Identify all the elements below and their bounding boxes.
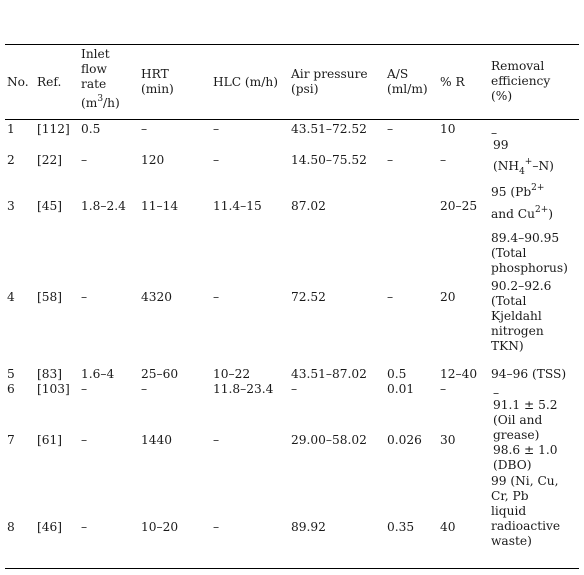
cell-r: 10 — [440, 122, 456, 136]
cell-hlc: – — [213, 433, 220, 447]
cell-ref: [103] — [37, 382, 70, 396]
header-hrt: HRT (min) — [141, 67, 174, 96]
cell-hlc: – — [213, 290, 220, 304]
cell-as: 0.35 — [387, 520, 415, 534]
top-rule — [5, 44, 579, 45]
cell-hrt: 11–14 — [141, 199, 179, 213]
cell-r: 12–40 — [440, 367, 478, 381]
cell-hrt: – — [141, 382, 148, 396]
cell-no: 1 — [7, 122, 15, 136]
cell-no: 3 — [7, 199, 15, 213]
header-hlc: HLC (m/h) — [213, 75, 278, 89]
header-as: A/S (ml/m) — [387, 67, 428, 96]
cell-r: 20 — [440, 290, 456, 304]
cell-r: – — [440, 153, 447, 167]
cell-r: 30 — [440, 433, 456, 447]
cell-as: 0.026 — [387, 433, 422, 447]
cell-ref: [83] — [37, 367, 63, 381]
cell-as: – — [387, 153, 394, 167]
header-rule — [5, 119, 579, 120]
cell-r: – — [440, 382, 447, 396]
cell-no: 4 — [7, 290, 15, 304]
cell-ref: [61] — [37, 433, 63, 447]
cell-ref: [45] — [37, 199, 63, 213]
cell-removal: 99 $(NH_4^+-N)$ — [493, 138, 554, 177]
cell-air: 14.50–75.52 — [291, 153, 367, 167]
header-removal-efficiency: Removal efficiency (%) — [491, 59, 551, 103]
header-r: % R — [440, 75, 465, 89]
cell-air: 87.02 — [291, 199, 326, 213]
cell-air: 89.92 — [291, 520, 326, 534]
cell-removal-phosphorus: 89.4–90.95 (Total phosphorus) — [491, 231, 568, 275]
cell-hlc: – — [213, 122, 220, 136]
cell-hrt: 25–60 — [141, 367, 179, 381]
cell-removal: – — [491, 126, 498, 140]
cell-removal: 95 ($Pb^{2+}$ and $Cu^{2+}$) — [491, 183, 554, 221]
cell-inlet: 0.5 — [81, 122, 101, 136]
cell-removal: – — [493, 386, 500, 400]
cell-hlc: 10–22 — [213, 367, 251, 381]
cell-inlet: – — [81, 153, 88, 167]
cell-no: 2 — [7, 153, 15, 167]
cell-inlet: – — [81, 433, 88, 447]
cell-as: 0.5 — [387, 367, 407, 381]
cell-inlet: – — [81, 290, 88, 304]
header-inlet-line1: Inlet — [81, 47, 110, 61]
cell-hrt: – — [141, 122, 148, 136]
cell-inlet: – — [81, 382, 88, 396]
bottom-rule — [5, 568, 579, 569]
cell-as: – — [387, 122, 394, 136]
cell-inlet: 1.8–2.4 — [81, 199, 126, 213]
cell-ref: [22] — [37, 153, 63, 167]
cell-inlet: 1.6–4 — [81, 367, 115, 381]
header-air-pressure: Air pressure (psi) — [291, 67, 368, 96]
cell-ref: [112] — [37, 122, 70, 136]
header-inlet-line3: rate — [81, 77, 107, 91]
header-ref: Ref. — [37, 75, 62, 89]
cell-no: 6 — [7, 382, 15, 396]
cell-hrt: 1440 — [141, 433, 173, 447]
cell-air: – — [291, 382, 298, 396]
cell-removal: 94–96 (TSS) — [491, 367, 567, 381]
cell-removal: 91.1 ± 5.2 (Oil and grease) 98.6 ± 1.0 (DBO) — [493, 398, 558, 472]
cell-ref: [46] — [37, 520, 63, 534]
cell-no: 5 — [7, 367, 15, 381]
cell-as: 0.01 — [387, 382, 415, 396]
cell-r: 20–25 — [440, 199, 478, 213]
cell-inlet: – — [81, 520, 88, 534]
cell-removal: 99 (Ni, Cu, Cr, Pb liquid radioactive waste) — [491, 474, 561, 548]
header-no: No. — [7, 75, 29, 89]
cell-hlc: – — [213, 153, 220, 167]
cell-no: 8 — [7, 520, 15, 534]
cell-hlc: 11.8–23.4 — [213, 382, 274, 396]
cell-ref: [58] — [37, 290, 63, 304]
cell-hrt: 4320 — [141, 290, 173, 304]
cell-air: 72.52 — [291, 290, 326, 304]
header-inlet-line4: $(m^3/h)$ — [81, 94, 120, 110]
cell-air: 29.00–58.02 — [291, 433, 367, 447]
cell-hlc: – — [213, 520, 220, 534]
cell-r: 40 — [440, 520, 456, 534]
cell-no: 7 — [7, 433, 15, 447]
cell-as: – — [387, 290, 394, 304]
cell-air: 43.51–72.52 — [291, 122, 367, 136]
cell-hlc: 11.4–15 — [213, 199, 262, 213]
header-inlet-flow-rate — [81, 47, 120, 111]
cell-air: 43.51–87.02 — [291, 367, 367, 381]
cell-hrt: 120 — [141, 153, 165, 167]
cell-removal: 90.2–92.6 (Total Kjeldahl nitrogen TKN) — [491, 279, 552, 353]
cell-hrt: 10–20 — [141, 520, 179, 534]
header-inlet-line2: flow — [81, 62, 107, 76]
